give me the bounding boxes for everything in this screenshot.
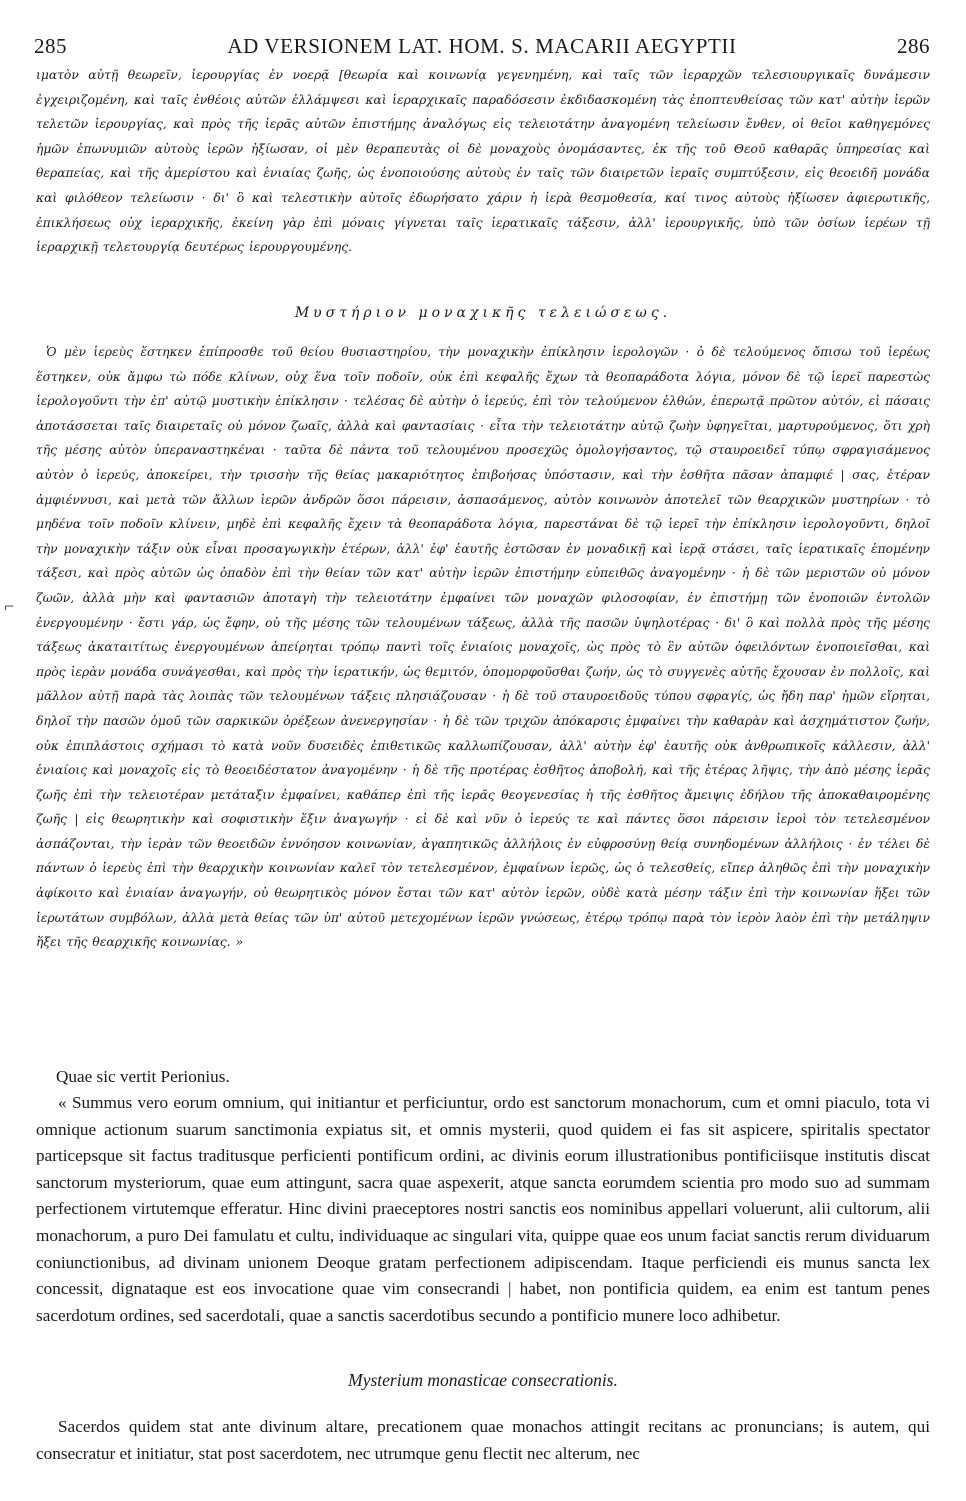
latin-text-block [36, 1090, 930, 1329]
greek-paragraph-2: Ὁ μὲν ἱερεὺς ἕστηκεν ἐπίπροσθε τοῦ θείου θυσιαστηρίου, τὴν μοναχικὴν ἐπίκλησιν ἱερολογῶν · ὁ δὲ τελούμενος ὄπισω τοῦ ἱερέως ἕστηκεν, οὐκ ἄμφω τὼ πόδε κλίνων, οὐχ ἕνα τοῖν ποδοῖν, οὐκ ἐπὶ κεφαλῆς ἔχων τὰ θεοπαράδοτα λόγια, μόνον δὲ τῷ ἱερεῖ παρεστὼς ἱερολογοῦντι τὴν ἐπ' αὐτῷ μυστικὴν ἐπίκλησιν · τελέσας δὲ αὐτὴν ὁ ἱερεύς, ἐπὶ τὸν τελούμενον ἐλθών, ἐπερωτᾷ πρῶτον αὐτόν, εἰ πάσαις ἀποτάσσεται ταῖς διαιρεταῖς οὐ μόνον ζωαῖς, ἀλλὰ καὶ φαντασίαις · εἶτα τὴν τελειοτάτην αὐτῷ ζωὴν ὑφηγεῖται, μαρτυρούμενος, ὅτι χρὴ τῆς μέσης αὐτὸν ὑπεραναστηκέναι · ταῦτα δὲ πάντα τοῦ τελουμένου προσεχῶς ὁμολογήσαντος, τῷ σταυροειδεῖ τύπῳ σφραγισάμενος αὐτὸν ὁ ἱερεύς, ἀποκείρει, τὴν τρισσὴν τῆς θείας μακαριότητος ἐπιβοήσας ὑπόστασιν, καὶ τὴν ἐσθῆτα πᾶσαν ἀπαμφιέ | σας, ἑτέραν ἀμφιέννυσι, καὶ μετὰ τῶν ἄλλων ἱερῶν ἀνδρῶν ὅσοι πάρεισιν, ἀσπασάμενος, αὐτὸν κοινωνὸν ἀποτελεῖ τῶν θεαρχικῶν μυστηρίων · τὸ μηδένα τοῖν ποδοῖν κλίνειν, μηδὲ ἐπὶ κεφαλῆς ἔχειν τὰ θεοπαράδοτα λόγια, παρεστάναι δὲ τῷ ἱερεῖ τὴν ἐπίκλησιν ἱερολογοῦντι, δηλοῖ τὴν μοναχικὴν τάξιν οὐκ εἶναι προσαγωγικὴν ἑτέρων, ἀλλ' ἐφ' ἑαυτῆς ἑστῶσαν ἐν μοναδικῇ καὶ ἱερᾷ στάσει, ταῖς ἱερατικαῖς ἑπομένην τάξεσι, καὶ πρὸς αὐτῶν ὡς ὀπαδὸν ἐπὶ τὴν θείαν τῶν κατ' αὐτὴν ἱερῶν ἐπιστήμην εὐπειθῶς ἀναγομένην · ἡ δὲ τῶν μεριστῶν οὐ μόνον ζωῶν, ἀλλὰ μὴν καὶ φαντασιῶν ἀποταγὴ τὴν τελειοτάτην ἐμφαίνει τῶν μοναχῶν φιλοσοφίαν, ἐν ἐπιστήμῃ τῶν ἑνοποιῶν ἐντολῶν ἐνεργουμένην · ἔστι γάρ, ὡς ἔφην, οὐ τῆς μέσης τῶν τελουμένων τάξεως, ἀλλὰ τῆς πασῶν ὑψηλοτέρας · δι' ὃ καὶ πολλὰ πρὸς τῆς μέσης τάξεως ἀκαταιτίτως ἐνεργουμένων ἀπείρηται τρόπῳ παντὶ τοῖς ἑνιαίοις μοναχοῖς, ὡς πρὸς τὸ ἓν αὐτῶν ὀφειλόντων ἑνοποιεῖσθαι, καὶ πρὸς ἱερὰν μονάδα συνάγεσθαι, καὶ πρὸς τὴν ἱερατικήν, ὡς θεμιτόν, ὁπομορφοῦσθαι ζωήν, ὡς τὸ συγγενὲς αὐτῆς ἔχουσαν ἐν πολλοῖς, καὶ μᾶλλον αὐτῇ παρὰ τὰς λοιπὰς τῶν τελουμένων τάξεις πλησιάζουσαν · ἡ δὲ τοῦ σταυροειδοῦς τύπου σφραγίς, ὡς ἤδη παρ' ἡμῶν εἴρηται, δηλοῖ τὴν πασῶν ὁμοῦ τῶν σαρκικῶν ὀρέξεων ἀνενεργησίαν · ἡ δὲ τῶν τριχῶν ἀπόκαρσις ἐμφαίνει τὴν καθαρὰν καὶ ἀσχημάτιστον ζωήν, οὐκ ἐπιπλάστοις σχήμασι τὸ κατὰ νοῦν δυσειδὲς ἐπιθετικῶς καλλωπίζουσαν, ἀλλ' αὐτὴν ἐφ' ἑαυτῆς οὐκ ἀνθρωπικοῖς κάλλεσιν, ἀλλ' ἑνιαίοις καὶ μοναχοῖς εἰς τὸ θεοειδέστατον ἀναγομένην · ἡ δὲ τῆς προτέρας ἐσθῆτος ἀποβολή, καὶ τῆς ἑτέρας λῆψις, τὴν ἀπὸ μέσης ἱερᾶς ζωῆς ἐπὶ τὴν τελειοτέραν μετάταξιν ἐμφαίνει, καθάπερ ἐπὶ τῆς ἱερᾶς θεογενεσίας ἡ τῆς ἐσθῆτος ἄμειψις ἐδήλου τῆς ἀποκαθαιρομένης ζωῆς | εἰς θεωρητικὴν καὶ σοφιστικὴν ἕξιν ἀναγωγήν · εἰ δὲ καὶ νῦν ὁ ἱερεύς τε καὶ πάντες ὅσοι πάρεισιν ἱεροὶ τὸν τετελεσμένον ἀσπάζονται, τὴν ἱερὰν τῶν θεοειδῶν ἐννόησον κοινωνίαν, ἀγαπητικῶς ἀλλήλοις ἐν εὐφροσύνῃ θείᾳ συνηδομένων ἀλλήλοις · ἐν τέλει δὲ πάντων ὁ ἱερεὺς ἐπὶ τὴν θεαρχικὴν κοινωνίαν καλεῖ τὸν τετελεσμένον, ἐμφαίνων ἱερῶς, ὡς ὁ τελεσθείς, εἴπερ ἀληθῶς ἐπὶ τὴν μοναχικὴν ἀφίκοιτο καὶ ἑνιαίαν ἀναγωγήν, οὐ θεωρητικὸς μόνον ἔσται τῶν κατ' αὐτὸν ἱερῶν, οὐδὲ κατὰ μέσην τάξιν ἐπὶ τὴν κοινωνίαν ἥξει τῶν ἱερωτάτων συμβόλων, ἀλλὰ μετὰ θείας τῶν ὑπ' αὐτοῦ μετεχομένων ἱερῶν γνώσεως, ἑτέρῳ τρόπῳ παρὰ τὸν ἱερὸν λαὸν ἐπὶ τὴν μετάληψιν ἥξει τῆς θεαρχικῆς κοινωνίας. » [36, 345, 930, 950]
page-number-left: 285 [34, 34, 67, 58]
margin-mark: ⌐ [4, 596, 15, 616]
latin-paragraph-1: « Summus vero eorum omnium, qui initiantur et perficiuntur, ordo est sanctorum monachorum, cum et omni piaculo, tota vi omnique actionum suarum sanctimonia expiatus sit, et omnis mysterii, quod quidem ei fas sit aspicere, spiritalis spectator particepsque sit factus traditusque perficienti pontificum ordini, ac divinis eorum illustrationibus pontificiisque institutis discat sanctorum mysteriorum, quae eum attingunt, sacra quae aspexerit, atque sancta eorumdem scientia pro modo suo ad summam perfectionem virtutemque efferatur. Hinc divini praeceptores nostri sanctis eos nominibus appellari voluerunt, alii cultorum, alii monachorum, a puro Dei famulatu et cultu, individuaque ac singulari vita, quippe quae eos unum faciat sanctis rerum dividuarum coniunctionibus, ad divinam unionem Deoque gratam perfectionem adipiscendam. Itaque perficiendi eis munus sancta lex concessit, dignataque est eos invocatione quae vim consecrandi | habet, non pontificia quidem, ea enim est tantum penes sacerdotum ordines, sed sacerdotali, quae a sanctis sacerdotibus secundo a pontificio munere loco adhibetur. [36, 1093, 930, 1325]
greek-text-block-2 [36, 340, 930, 955]
translation-intro: Quae sic vertit Perionius. [56, 1067, 230, 1086]
running-title: AD VERSIONEM LAT. HOM. S. MACARII AEGYPTII [227, 34, 737, 58]
latin-text-block-2 [36, 1414, 930, 1467]
greek-section-heading: Μυστήριον μοναχικῆς τελειώσεως. [294, 305, 672, 321]
page-number-right: 286 [897, 34, 930, 58]
running-head [34, 34, 930, 60]
greek-paragraph-1: ιματὸν αὐτῇ θεωρεῖν, ἱερουργίας ἐν νοερᾷ [θεωρία καὶ κοινωνίᾳ γεγενημένη, καὶ ταῖς τῶν ἱεραρχῶν τελεσιουργικαῖς δυνάμεσιν ἐγχειριζομένη, καὶ ταῖς ἐνθέοις αὐτῶν ἐλλάμψεσι καὶ ἱεραρχικαῖς παραδόσεσιν ἐκδιδασκομένη τὰς ἐποπτευθείσας τῶν κατ' αὐτὴν ἱερῶν τελετῶν ἱερουργίας, καὶ πρὸς τῆς ἱερᾶς αὐτῶν ἐπιστήμης ἀναλόγως εἰς τελειοτάτην ἀναγομένη τελείωσιν ἔνθεν, οἱ θεῖοι καθηγεμόνες ἡμῶν ἐπωνυμιῶν αὐτοὺς ἱερῶν ἠξίωσαν, οἱ μὲν θεραπευτὰς οἱ δὲ μοναχοὺς ὀνομάσαντες, ἐκ τῆς τοῦ Θεοῦ καθαρᾶς ὑπηρεσίας καὶ θεραπείας, καὶ τῆς ἀμερίστου καὶ ἑνιαίας ζωῆς, ὡς ἑνοποιούσης αὐτοὺς ἐν ταῖς τῶν διαιρετῶν ἱεραῖς συμπτύξεσιν, εἰς θεοειδῆ μονάδα καὶ φιλόθεον τελείωσιν · δι' ὃ καὶ τελεστικὴν αὐτοῖς ἐδωρήσατο χάριν ἡ ἱερὰ θεσμοθεσία, καί τινος αὐτοὺς ἠξίωσεν ἀφιερωτικῆς, ἐπικλήσεως οὐχ ἱεραρχικῆς, ἐκείνη γὰρ ἐπὶ μόναις γίγνεται ταῖς ἱερατικαῖς τάξεσιν, ἀλλ' ἱερουργικῆς, ὑπὸ τῶν ὁσίων ἱερέων τῇ ἱεραρχικῇ τελετουργίᾳ δευτέρως ἱερουργουμένης. [36, 68, 930, 255]
latin-section-heading: Mysterium monasticae consecrationis. [348, 1370, 618, 1390]
latin-paragraph-2: Sacerdos quidem stat ante divinum altare, precationem quae monachos attingit recitans ac pronuncians; is autem, qui consecratur et initiatur, stat post sacerdotem, nec utrumque genu flectit nec alterum, nec [36, 1417, 930, 1463]
